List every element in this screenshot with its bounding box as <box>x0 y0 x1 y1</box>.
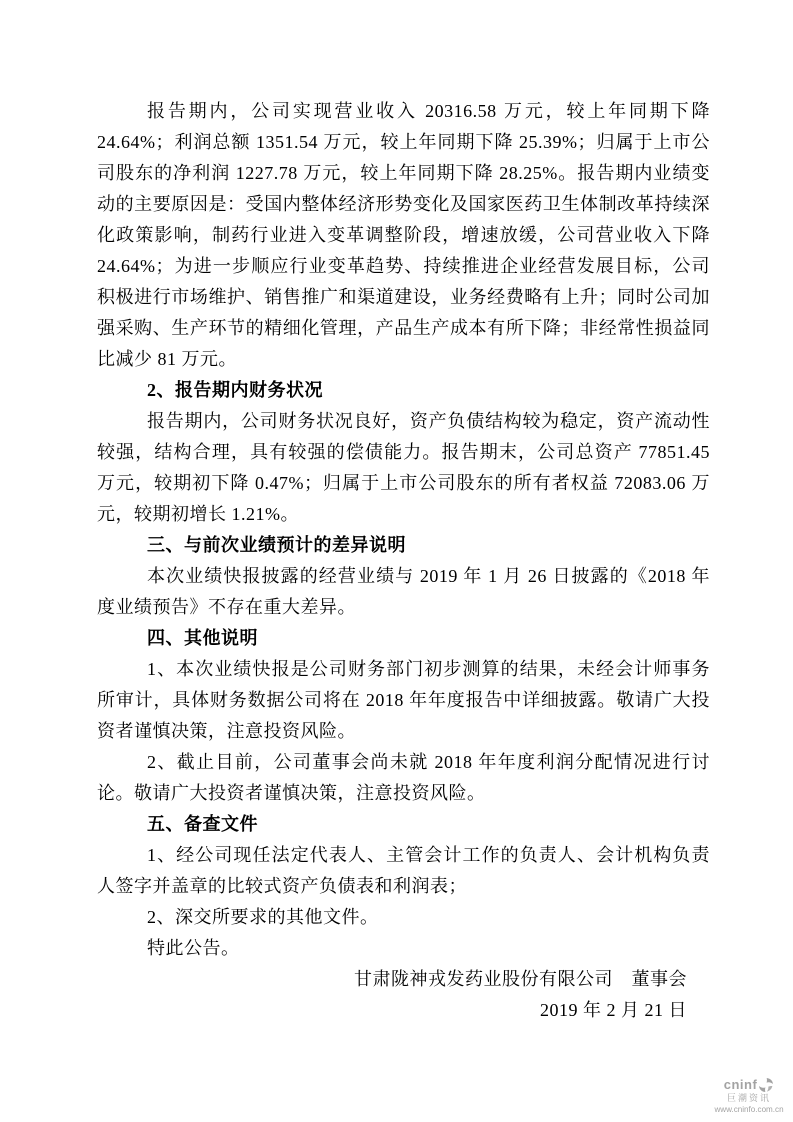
cninfo-chinese-name: 巨潮资讯 <box>726 1092 771 1103</box>
paragraph-other-note-2: 2、截止目前，公司董事会尚未就 2018 年年度利润分配情况进行讨论。敬请广大投资者谨慎决策，注意投资风险。 <box>97 752 710 803</box>
paragraph-other-note-1: 1、本次业绩快报是公司财务部门初步测算的结果，未经会计师事务所审计，具体财务数据公司将在 2018 年年度报告中详细披露。敬请广大投资者谨慎决策，注意投资风险。 <box>97 659 710 741</box>
signature-company: 甘肃陇神戎发药业股份有限公司 董事会 <box>354 969 687 989</box>
announcement-body <box>97 96 710 1026</box>
cninfo-logo <box>710 1077 788 1093</box>
paragraph-financial-status: 报告期内，公司财务状况良好，资产负债结构较为稳定，资产流动性较强，结构合理，具有较强的偿债能力。报告期末，公司总资产 77851.45 万元，较期初下降 0.47%；归属于上市公司股东的所有者权益 72083.06 万元，较期初增长 1.21%。 <box>97 411 710 524</box>
heading-reference-documents: 五、备查文件 <box>147 814 258 834</box>
signature-date: 2019 年 2 月 21 日 <box>540 1000 687 1020</box>
signature-block <box>97 964 710 1026</box>
heading-other-notes: 四、其他说明 <box>147 628 258 648</box>
cninfo-watermark <box>710 1077 788 1114</box>
heading-forecast-difference: 三、与前次业绩预计的差异说明 <box>147 535 406 555</box>
paragraph-operating-results: 报告期内，公司实现营业收入 20316.58 万元，较上年同期下降 24.64%；利润总额 1351.54 万元，较上年同期下降 25.39%；归属于上市公司股东的净利润 1227.78 万元，较上年同期下降 28.25%。报告期内业绩变动的主要原因是：受国内整体经济形势变化及国家医药卫生体制改革持续深化政策影响，制药行业进入变革调整阶段，增速放缓，公司营业收入下降 24.64%；为进一步顺应行业变革趋势、持续推进企业经营发展目标，公司积极进行市场维护、销售推广和渠道建设，业务经费略有上升；同时公司加强采购、生产环节的精细化管理，产品生产成本有所下降；非经常性损益同比减少 81 万元。 <box>97 101 710 369</box>
paragraph-reference-document-1: 1、经公司现任法定代表人、主管会计工作的负责人、会计机构负责人签字并盖章的比较式资产负债表和利润表； <box>97 845 710 896</box>
paragraph-closing-statement: 特此公告。 <box>147 938 240 958</box>
cninfo-swirl-icon <box>758 1077 774 1093</box>
cninfo-url: www.cninfo.com.cn <box>714 1103 784 1114</box>
paragraph-forecast-difference: 本次业绩快报披露的经营业绩与 2019 年 1 月 26 日披露的《2018 年度业绩预告》不存在重大差异。 <box>97 566 710 617</box>
heading-financial-status: 2、报告期内财务状况 <box>147 380 323 400</box>
cninfo-brand-text: cninf <box>723 1076 758 1092</box>
paragraph-reference-document-2: 2、深交所要求的其他文件。 <box>147 907 379 927</box>
